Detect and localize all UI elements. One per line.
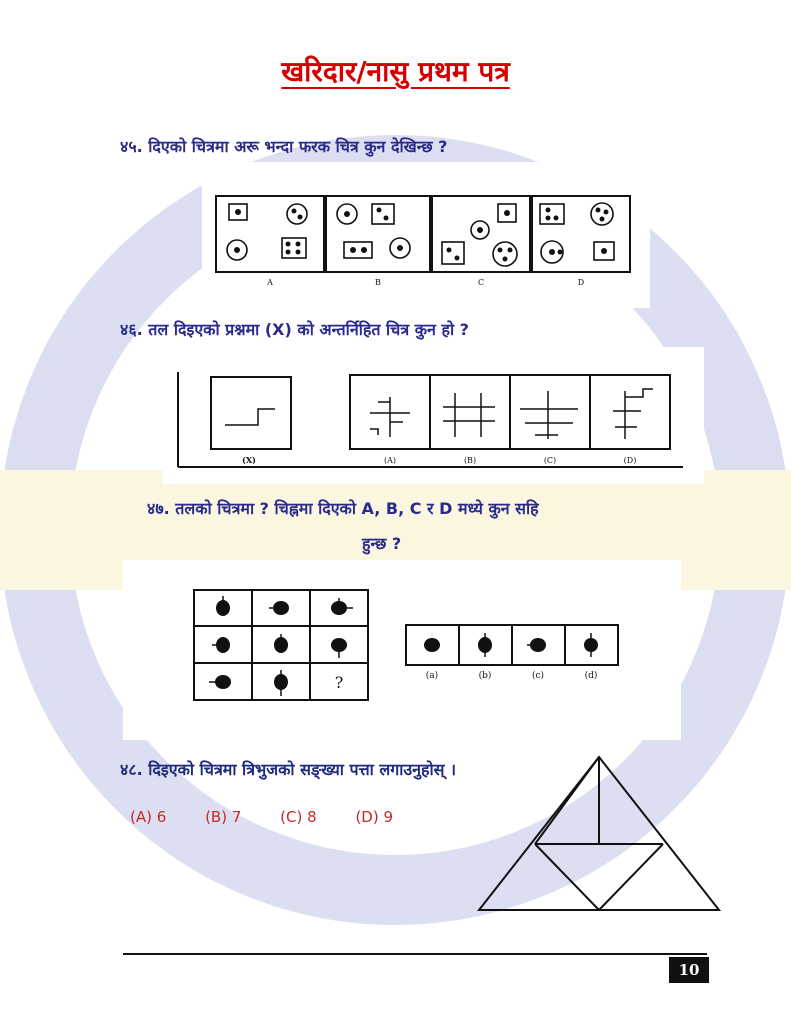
q46-label-x: (X): [242, 455, 256, 465]
q45-label-b: B: [375, 278, 381, 287]
question-47-line1: ४७. तलको चित्रमा ? चिह्नमा दिएको A, B, C र D मध्ये कुन सहि: [147, 499, 539, 518]
q48-option-a: (A) 6: [130, 808, 167, 826]
q46-figure: [163, 347, 704, 484]
q47-figure: [123, 560, 681, 740]
q45-figure: [202, 162, 650, 308]
q47-question-mark: ?: [334, 673, 344, 692]
q48-option-d: (D) 9: [355, 808, 394, 826]
q48-options: [130, 808, 427, 826]
q45-label-d: D: [577, 278, 585, 287]
q47-label-d: (d): [584, 671, 598, 681]
question-45: ४५. दिएको चित्रमा अरू भन्दा फरक चित्र कुन देखिन्छ ?: [120, 137, 448, 156]
q47-label-c: (c): [531, 671, 545, 681]
page-number: 10: [669, 957, 709, 983]
q48-option-c: (C) 8: [280, 808, 317, 826]
q46-label-d: (D): [623, 456, 637, 465]
q48-triangle-figure: [475, 755, 723, 915]
q46-label-a: (A): [383, 456, 397, 465]
q47-label-b: (b): [478, 671, 492, 681]
q47-label-a: (a): [425, 671, 439, 681]
question-46: ४६. तल दिइएको प्रश्नमा (X) को अन्तर्निहित चित्र कुन हो ?: [120, 320, 469, 339]
page-title: खरिदार/नासु प्रथम पत्र: [281, 55, 510, 88]
q45-label-c: C: [477, 278, 485, 287]
question-47-line2: हुन्छ ?: [362, 534, 402, 553]
footer-rule: [123, 953, 707, 955]
q46-label-b: (B): [463, 456, 477, 465]
question-48: ४८. दिइएको चित्रमा त्रिभुजको सङ्ख्या पत्ता लगाउनुहोस् ।: [120, 760, 457, 779]
q45-label-a: A: [267, 278, 273, 287]
q48-option-b: (B) 7: [205, 808, 242, 826]
q46-label-c: (C): [543, 456, 557, 465]
